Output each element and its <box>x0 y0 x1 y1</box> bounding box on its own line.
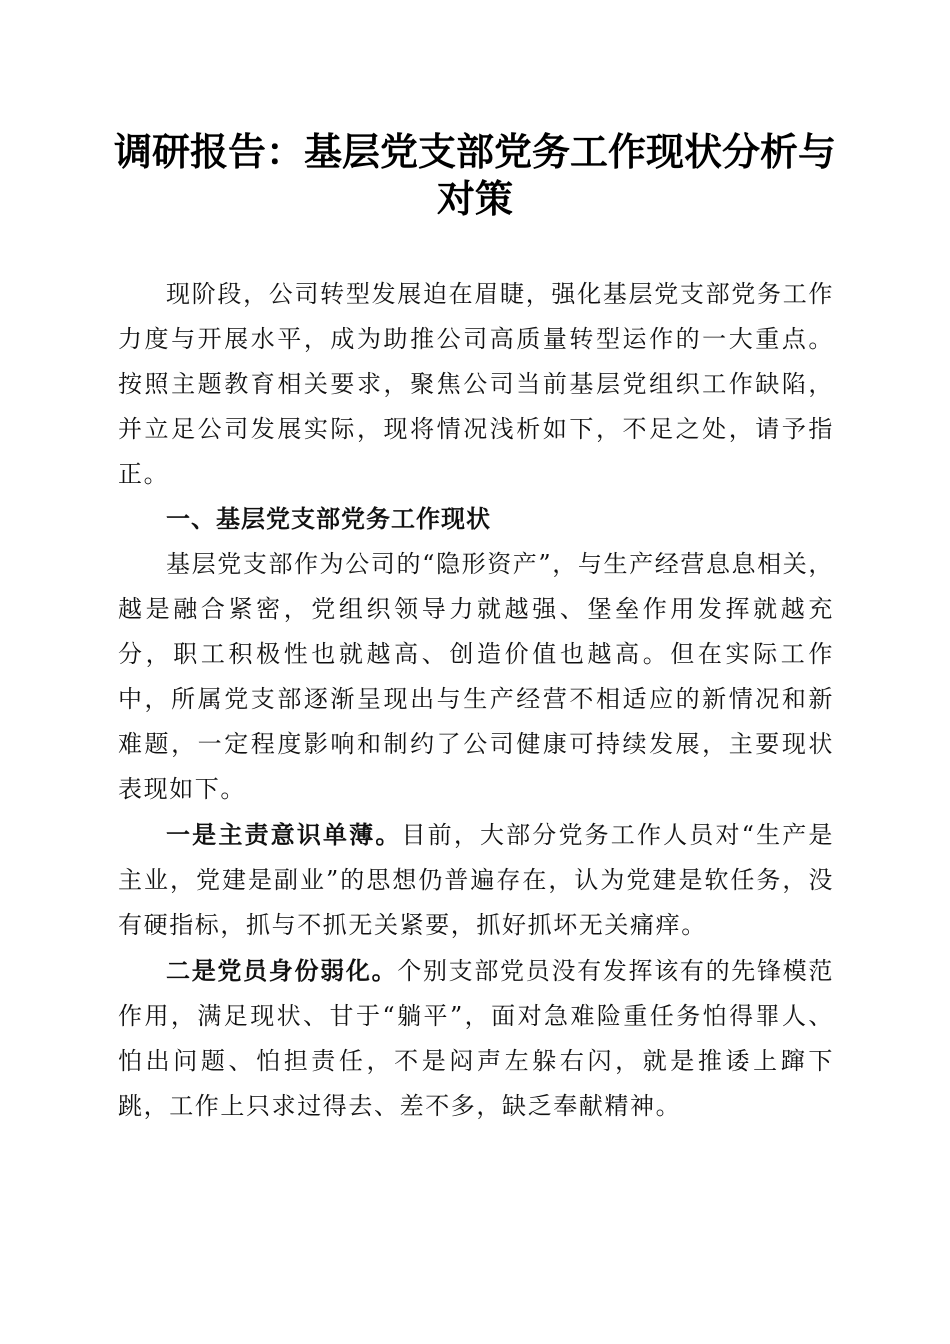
intro-paragraph: 现阶段，公司转型发展迫在眉睫，强化基层党支部党务工作力度与开展水平，成为助推公司高质量转型运作的一大重点。按照主题教育相关要求，聚焦公司当前基层党组织工作缺陷，并立足公司发展实际，现将情况浅析如下，不足之处，请予指正。 <box>118 280 834 488</box>
point-lead-1: 一是主责意识单薄。 <box>166 820 402 849</box>
point-text-2: 个别支部党员没有发挥该有的先锋模范作用，满足现状、甘于“躺平”，面对急难险重任务怕得罪人、怕出问题、怕担责任，不是闷声左躲右闪，就是推诿上蹿下跳，工作上只求过得去、差不多，缺乏奉献精神。 <box>118 957 834 1120</box>
point-paragraph-1 <box>118 812 834 948</box>
document-body <box>118 272 834 1129</box>
document-title: 调研报告：基层党支部党务工作现状分析与对策 <box>113 129 836 221</box>
point-text-1: 目前，大部分党务工作人员对“生产是主业，党建是副业”的思想仍普遍存在，认为党建是软任务，没有硬指标，抓与不抓无关紧要，抓好抓坏无关痛痒。 <box>118 821 834 939</box>
point-paragraph-2 <box>118 948 834 1129</box>
section-heading: 一、基层党支部党务工作现状 <box>166 505 491 533</box>
point-lead-2: 二是党员身份弱化。 <box>166 956 398 985</box>
section-paragraph: 基层党支部作为公司的“隐形资产”，与生产经营息息相关，越是融合紧密，党组织领导力就越强、堡垒作用发挥就越充分，职工积极性也就越高、创造价值也越高。但在实际工作中，所属党支部逐渐呈现出与生产经营不相适应的新情况和新难题，一定程度影响和制约了公司健康可持续发展，主要现状表现如下。 <box>118 550 834 803</box>
